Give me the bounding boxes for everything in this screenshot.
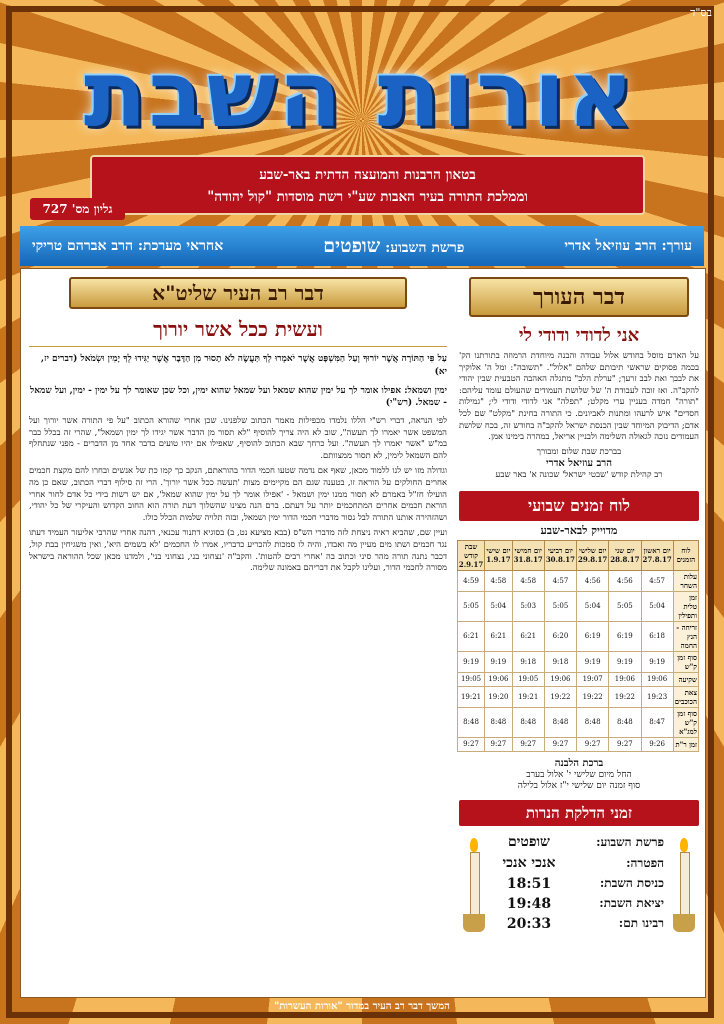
- zmanim-time: 5:04: [577, 591, 609, 621]
- zmanim-row-label: זריחה - הנץ החמה: [673, 621, 698, 651]
- zmanim-row: [457, 591, 698, 621]
- zmanim-time: 4:59: [457, 570, 484, 591]
- zmanim-time: 9:26: [641, 737, 673, 751]
- zmanim-time: 4:57: [641, 570, 673, 591]
- zmanim-row: [457, 737, 698, 751]
- zmanim-row: [457, 570, 698, 591]
- zmanim-header: יום שישי 1.9.17: [485, 540, 512, 570]
- zmanim-time: 19:05: [512, 672, 544, 686]
- candle-title: זמני הדלקת הנרות: [459, 800, 699, 826]
- levana-line-1: החל מיום שלישי י' אלול בערב: [526, 769, 632, 780]
- candle-table: [491, 832, 667, 934]
- candle-label: כניסת השבת:: [599, 876, 664, 891]
- zmanim-header: יום ראשון 27.8.17: [641, 540, 673, 570]
- issue-number: גליון מס' 727: [30, 198, 125, 220]
- zmanim-time: 19:06: [544, 672, 576, 686]
- zmanim-row-label: סוף זמן ק"ש למג"א: [673, 707, 698, 737]
- candle-label: הפטרה:: [626, 855, 664, 870]
- zmanim-time: 19:21: [512, 686, 544, 707]
- zmanim-time: 4:58: [485, 570, 512, 591]
- editor-credit: עורך: הרב עוזיאל אדרי: [564, 237, 692, 254]
- editor-subtitle: אני לדודי ודודי לי: [518, 325, 640, 346]
- signature-name: הרב עוזיאל אדרי: [546, 457, 612, 469]
- candle-row: [491, 853, 667, 874]
- signature-title: רב קהילת קודש 'שבטי ישראל' שכונה א' באר שבע: [495, 469, 663, 480]
- zmanim-title: לוח זמנים שבועי: [459, 491, 699, 521]
- masthead-title: אורות השבת: [83, 41, 637, 148]
- zmanim-time: 4:56: [577, 570, 609, 591]
- editor-column: [459, 277, 699, 995]
- zmanim-time: 19:20: [485, 686, 512, 707]
- candle-value: 19:48: [506, 895, 552, 912]
- zmanim-header: יום שלישי 29.8.17: [577, 540, 609, 570]
- zmanim-time: 4:56: [609, 570, 641, 591]
- zmanim-header: יום חמישי 31.8.17: [512, 540, 544, 570]
- zmanim-row-label: סוף זמן ק"ש: [673, 651, 698, 672]
- zmanim-time: 19:23: [641, 686, 673, 707]
- zmanim-time: 19:22: [544, 686, 576, 707]
- zmanim-body: [457, 570, 698, 751]
- zmanim-time: 19:05: [457, 672, 484, 686]
- candle-icon: [673, 838, 695, 934]
- candle-row: [491, 874, 667, 894]
- zmanim-time: 8:47: [641, 707, 673, 737]
- rav-subtitle: ועשית ככל אשר יורוך: [29, 317, 447, 347]
- editor-heading: דבר העורך: [469, 277, 689, 317]
- info-bar: [20, 226, 704, 266]
- ribbon-line-1: בטאון הרבנות והמועצה הדתית באר-שבע: [259, 167, 476, 183]
- candle-value: 20:33: [506, 915, 552, 932]
- continuation-note: המשך דבר רב העיר במדור "אורות העשרות": [274, 1001, 450, 1012]
- zmanim-table: [457, 540, 699, 752]
- editor-signature: [459, 447, 699, 481]
- zmanim-place: מדוייק לבאר-שבע: [540, 523, 618, 537]
- candle-value: אנכי אנכי: [502, 854, 556, 871]
- zmanim-time: 9:18: [544, 651, 576, 672]
- candle-label: רבינו תם:: [618, 916, 664, 931]
- candle-label: יציאת השבת:: [599, 896, 664, 911]
- zmanim-header: יום רביעי 30.8.17: [544, 540, 576, 570]
- zmanim-time: 9:19: [485, 651, 512, 672]
- zmanim-header: יום שני 28.8.17: [609, 540, 641, 570]
- zmanim-time: 9:19: [609, 651, 641, 672]
- zmanim-time: 5:05: [609, 591, 641, 621]
- parasha-name: שופטים: [323, 234, 381, 257]
- zmanim-time: 6:21: [485, 621, 512, 651]
- zmanim-time: 5:05: [544, 591, 576, 621]
- zmanim-time: 9:19: [641, 651, 673, 672]
- candle-value: 18:51: [506, 875, 552, 892]
- rav-quote-rashi: ימין ושמאל: אפילו אומר לך על ימין שהוא שמאל ועל שמאל שהוא ימין, וכל שכן שאומר לך על ימין - ימין, ועל שמאל - שמאל. (רש"י): [30, 386, 447, 408]
- parasha-label: פרשת השבוע:: [385, 239, 465, 256]
- candle-label: פרשת השבוע:: [596, 834, 664, 849]
- zmanim-time: 9:19: [577, 651, 609, 672]
- zmanim-time: 8:48: [577, 707, 609, 737]
- content-panel: [20, 268, 706, 998]
- zmanim-row: [457, 707, 698, 737]
- zmanim-time: 6:21: [457, 621, 484, 651]
- zmanim-row-label: זמן טלית ותפילין: [673, 591, 698, 621]
- levana-title: ברכת הלבנה: [554, 757, 604, 769]
- zmanim-row: [457, 686, 698, 707]
- rav-heading: דבר רב העיר שליט"א: [69, 277, 407, 309]
- ribbon-line-2: וממלכת התורה בעיר האבות שע"י רשת מוסדות "קול יהודה": [207, 189, 528, 205]
- candle-value: שופטים: [508, 833, 550, 850]
- zmanim-time: 19:06: [609, 672, 641, 686]
- zmanim-row-label: צאת הכוכבים: [674, 687, 697, 706]
- zmanim-time: 9:27: [544, 737, 576, 751]
- zmanim-time: 8:48: [512, 707, 544, 737]
- zmanim-time: 19:07: [577, 672, 609, 686]
- zmanim-time: 19:22: [609, 686, 641, 707]
- zmanim-time: 19:22: [577, 686, 609, 707]
- rav-paragraph: וגדולה מזו יש לנו ללמוד מכאן, שאף אם נדמה שטעו חכמי הדור בהוראתם, הנקב כך קמו כת של אנשים ובחרו להם מקצת חכמים אחרים החולקים על הוראה זו, בטענה שגם הם מקיימים מצות 'תעשה ככל אשר יורוך'. הרי זה סילוף דברי הכתוב, שאם כן מה הועילו חז"ל באמרם לא תסור ממנו ימין ושמאל - 'אפילו אומר לך על ימין שהוא שמאל', אם יש רשות בידי כל אדם לחור אחרי הוראת חכמים אחרים המתחכמים יותר על דעתם. ברם הנה מצינו שהשלוך דעת תורה הוא החוב הקדוש והעיקרי של כל יהודי, ושהזהירה אותנו התורה לבל נסור מדברי חכמי הדור ימין ושמאל, ובזה תלויה שלמות הכלל כולו.: [29, 465, 447, 522]
- zmanim-time: 19:06: [485, 672, 512, 686]
- parasha-info: [323, 235, 464, 258]
- candle-row: [491, 832, 667, 853]
- masthead-ribbon: [90, 155, 645, 215]
- zmanim-time: 8:48: [485, 707, 512, 737]
- zmanim-time: 8:48: [544, 707, 576, 737]
- zmanim-row-label: שקיעה: [673, 672, 698, 686]
- levana-block: [459, 758, 699, 792]
- zmanim-row: [457, 672, 698, 686]
- zmanim-time: 5:03: [512, 591, 544, 621]
- zmanim-header: שבת קודש 2.9.17: [458, 541, 484, 569]
- zmanim-time: 6:19: [609, 621, 641, 651]
- zmanim-time: 5:05: [457, 591, 484, 621]
- zmanim-header-row: [457, 540, 698, 570]
- editor-body: על הארם מוסל בחודש אלול עבודה והבנה מיוחדת הרמוזה בתורתנו הק' בכמה פסוקים שראשי תיבותם שלהם "אלול". "תשובה": ומל ה' אלוקיך את לבבך ואת לבב זרעך; "ערלת הלב" מתגלה האהבה הטבעית שבין יהודי להקב"ה. ואז זוכה לעבודת ה' של שלושת העמודים שהעולם עומד עליהם: "תורה" חמדה בעניין ערי מקלט; "תפלה" אני לדודי ודודי לי; "גמילות חסדים" איש לרעהו ומתנות לאביונים. כי התורה בחינת "מקלט" שם לכל אדם; הדיבוק המיוחד שבין הכנסת ישראל להקב"ה בחודש זה, בכח שלושת העמודים נזכה לגאולה השלימה ולבניין אריאל, במהרה בימינו אמן.: [459, 350, 699, 442]
- zmanim-time: 4:57: [544, 570, 576, 591]
- responsible-credit: אחראי מערכת: הרב אברהם טריקי: [32, 237, 224, 254]
- candle-icon: [463, 838, 485, 934]
- zmanim-row: [457, 621, 698, 651]
- zmanim-time: 6:21: [512, 621, 544, 651]
- rav-quote-verse: עַל פִּי הַתּוֹרָה אֲשֶׁר יוֹרוּךָ וְעַל הַמִּשְׁפָּט אֲשֶׁר יֹאמְרוּ לְךָ תַּעֲשֶׂה לֹא תָסוּר מִן הַדָּבָר אֲשֶׁר יַגִּידוּ לְךָ יָמִין וּשְׂמֹאל (דברים יז, יא): [40, 354, 447, 377]
- zmanim-time: 5:04: [641, 591, 673, 621]
- zmanim-time: 9:27: [485, 737, 512, 751]
- zmanim-time: 9:27: [512, 737, 544, 751]
- zmanim-time: 6:20: [544, 621, 576, 651]
- rav-paragraph: ועיין שם, שהביא ראיה ניצחת לזה מדברי הש"ס (בבא מציעא נט, ב) בסוגיא דתנור עכנאי, דהנה אחרי שהרבי אליעזר העמיד דעתו נגד חכמים ושתו מים מעיין מה ואבדו, והיה לו סמכות להכריע כדבריו, אמרו לו החכמים 'לא בשמים היא', ואין משגיחין בבת קול, דכבר נתנה תורה מהר סיני וכתוב בה 'אחרי רבים להטות'. והקב"ה 'נצחוני בני, נצחוני בני', ולמדנו מכאן שכל ההוראה בישראל מסורה לחכמי הדור, ועלינו לקבל את דבריהם באמונה שלימה.: [29, 527, 447, 573]
- zmanim-time: 9:18: [512, 651, 544, 672]
- zmanim-time: 9:19: [457, 651, 484, 672]
- zmanim-row: [457, 651, 698, 672]
- zmanim-time: 9:27: [457, 737, 484, 751]
- zmanim-row-label: עלות השחר: [673, 570, 698, 591]
- zmanim-time: 19:21: [457, 686, 484, 707]
- rav-column: [29, 277, 447, 995]
- levana-line-2: סוף זמנה יום שלישי י"ז אלול בלילה: [517, 780, 641, 791]
- zmanim-time: 6:19: [577, 621, 609, 651]
- zmanim-time: 6:18: [641, 621, 673, 651]
- zmanim-row-label: זמן ר"ת: [673, 737, 698, 751]
- zmanim-time: 8:48: [609, 707, 641, 737]
- zmanim-time: 5:04: [485, 591, 512, 621]
- zmanim-time: 19:06: [641, 672, 673, 686]
- blessing: בברכת שבת שלום ומבורך: [536, 446, 622, 457]
- zmanim-time: 4:58: [512, 570, 544, 591]
- rav-paragraph: לפי הנראה, דברי רש"י הללו נלמדו מכפילות מאמר הכתוב שלפנינו. שכן אחרי שהורא הכתוב "על פי התורה אשר יורוך ועל המשפט אשר יאמרו לך תעשה", שוב לא היה צריך להוסיף "לא תסור מן הדבר אשר יגידו לך ימין ושמאל", שהרי זה בכלל כבר במ"ש "אשר יאמרו לך תעשה". ועל כרחך שבא הכתוב להוסיף, שאפילו אם יהיו טועים בדבר אחד מן הדברים - מפני שנתחלף להם השמאל לימין, לא תסור ממצוותם.: [29, 415, 447, 460]
- candle-block: [459, 832, 699, 942]
- zmanim-time: 8:48: [457, 707, 484, 737]
- zmanim-header: לוח הזמנים: [673, 540, 698, 570]
- candle-row: [491, 894, 667, 914]
- zmanim-time: 9:27: [609, 737, 641, 751]
- bsd-mark: בס"ד: [690, 6, 712, 19]
- candle-row: [491, 914, 667, 934]
- zmanim-time: 9:27: [577, 737, 609, 751]
